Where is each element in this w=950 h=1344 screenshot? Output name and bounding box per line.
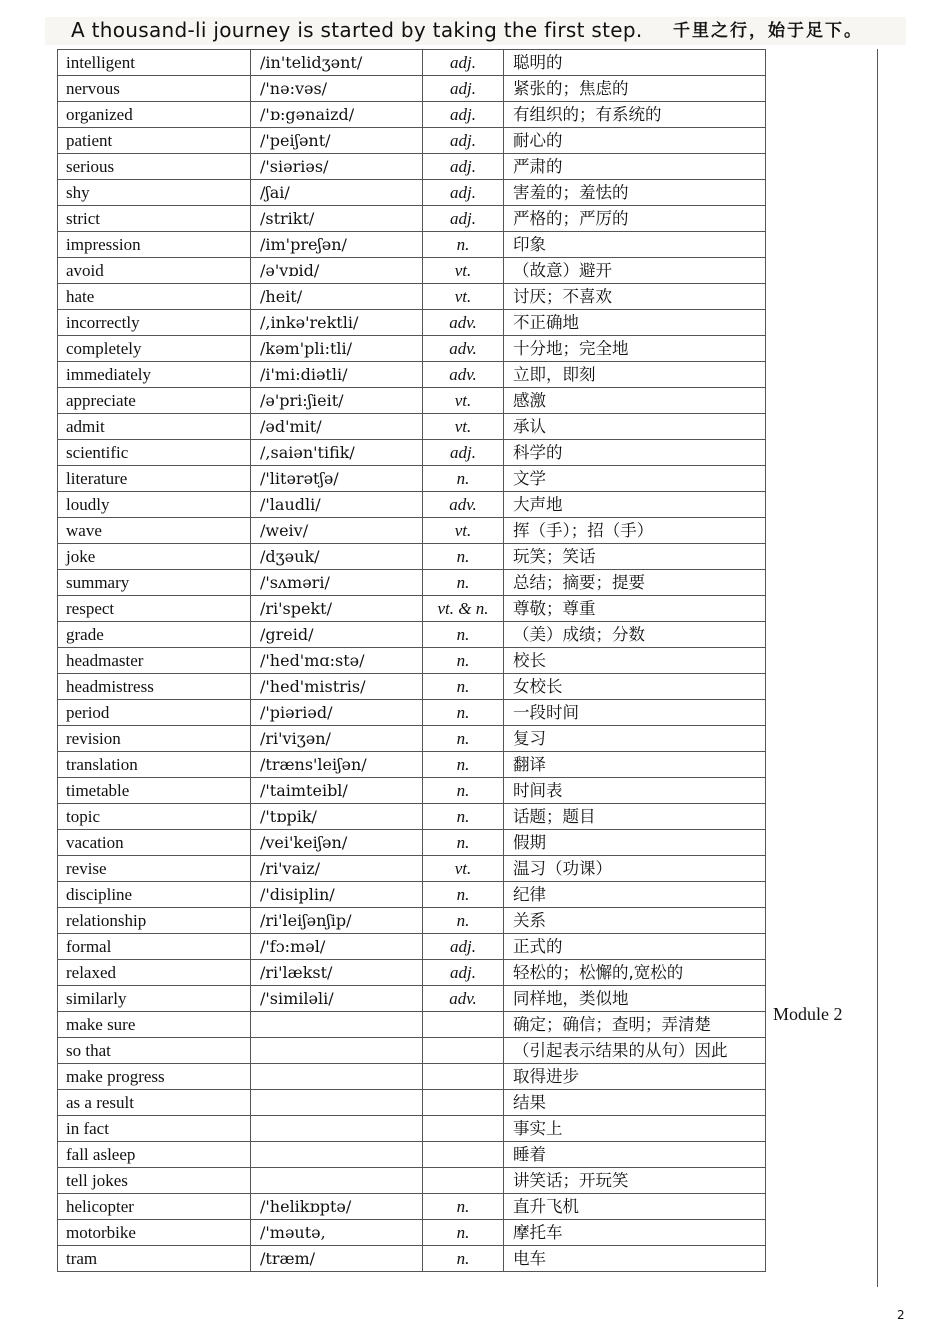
word-cell: shy — [58, 180, 251, 206]
meaning-cell: 感激 — [504, 388, 766, 414]
phonetic-cell: /ri'vaiz/ — [251, 856, 423, 882]
word-cell: vacation — [58, 830, 251, 856]
pos-cell: n. — [423, 778, 504, 804]
word-cell: revision — [58, 726, 251, 752]
pos-cell: n. — [423, 726, 504, 752]
pos-cell: adv. — [423, 986, 504, 1012]
word-cell: completely — [58, 336, 251, 362]
phonetic-cell: /ə'vɒid/ — [251, 258, 423, 284]
word-cell: topic — [58, 804, 251, 830]
word-cell: scientific — [58, 440, 251, 466]
meaning-cell: 十分地；完全地 — [504, 336, 766, 362]
phonetic-cell: /'nə:vəs/ — [251, 76, 423, 102]
word-cell: fall asleep — [58, 1142, 251, 1168]
word-cell: literature — [58, 466, 251, 492]
word-cell: strict — [58, 206, 251, 232]
table-row — [58, 76, 766, 102]
phonetic-cell: /i'mi:diətli/ — [251, 362, 423, 388]
pos-cell: adv. — [423, 492, 504, 518]
vocabulary-table-body — [58, 50, 766, 1272]
meaning-cell: 文学 — [504, 466, 766, 492]
phonetic-cell: /'məutə, — [251, 1220, 423, 1246]
pos-cell — [423, 1168, 504, 1194]
table-row — [58, 284, 766, 310]
table-row — [58, 50, 766, 76]
meaning-cell: （美）成绩；分数 — [504, 622, 766, 648]
word-cell: translation — [58, 752, 251, 778]
pos-cell: vt. — [423, 258, 504, 284]
pos-cell: adj. — [423, 154, 504, 180]
pos-cell: adj. — [423, 180, 504, 206]
pos-cell: n. — [423, 908, 504, 934]
pos-cell — [423, 1012, 504, 1038]
phonetic-cell: /ri'lækst/ — [251, 960, 423, 986]
meaning-cell: 印象 — [504, 232, 766, 258]
table-row — [58, 440, 766, 466]
phonetic-cell: /əd'mit/ — [251, 414, 423, 440]
word-cell: discipline — [58, 882, 251, 908]
meaning-cell: 复习 — [504, 726, 766, 752]
meaning-cell: 玩笑；笑话 — [504, 544, 766, 570]
meaning-cell: 正式的 — [504, 934, 766, 960]
word-cell: make sure — [58, 1012, 251, 1038]
phonetic-cell: /ri'spekt/ — [251, 596, 423, 622]
table-row — [58, 362, 766, 388]
pos-cell — [423, 1064, 504, 1090]
motto-chinese: 千里之行，始于足下。 — [673, 21, 863, 41]
pos-cell: n. — [423, 1220, 504, 1246]
pos-cell: n. — [423, 1194, 504, 1220]
motto-english: A thousand-li journey is started by taking the first step. — [71, 18, 643, 42]
phonetic-cell: /'peiʃənt/ — [251, 128, 423, 154]
phonetic-cell: /in'telidʒənt/ — [251, 50, 423, 76]
vocabulary-table — [57, 49, 766, 1272]
pos-cell: vt. — [423, 414, 504, 440]
page-number: 2 — [897, 1308, 905, 1322]
table-row — [58, 336, 766, 362]
pos-cell: n. — [423, 544, 504, 570]
pos-cell: n. — [423, 700, 504, 726]
pos-cell: n. — [423, 622, 504, 648]
word-cell: tram — [58, 1246, 251, 1272]
pos-cell: vt. & n. — [423, 596, 504, 622]
table-row — [58, 674, 766, 700]
table-row — [58, 622, 766, 648]
phonetic-cell: /dʒəuk/ — [251, 544, 423, 570]
phonetic-cell: /'tɒpik/ — [251, 804, 423, 830]
meaning-cell: 确定；确信；查明；弄清楚 — [504, 1012, 766, 1038]
table-row — [58, 934, 766, 960]
table-row — [58, 310, 766, 336]
table-row — [58, 414, 766, 440]
word-cell: immediately — [58, 362, 251, 388]
table-row — [58, 258, 766, 284]
meaning-cell: 翻译 — [504, 752, 766, 778]
pos-cell: vt. — [423, 284, 504, 310]
phonetic-cell: /vei'keiʃən/ — [251, 830, 423, 856]
word-cell: serious — [58, 154, 251, 180]
table-row — [58, 778, 766, 804]
table-row — [58, 804, 766, 830]
word-cell: relationship — [58, 908, 251, 934]
meaning-cell: 大声地 — [504, 492, 766, 518]
phonetic-cell: /im'preʃən/ — [251, 232, 423, 258]
phonetic-cell: /'piəriəd/ — [251, 700, 423, 726]
table-row — [58, 102, 766, 128]
table-row — [58, 752, 766, 778]
table-row — [58, 1090, 766, 1116]
phonetic-cell: /ə'pri:ʃieit/ — [251, 388, 423, 414]
pos-cell: adj. — [423, 960, 504, 986]
table-row — [58, 1246, 766, 1272]
meaning-cell: 讲笑话；开玩笑 — [504, 1168, 766, 1194]
word-cell: organized — [58, 102, 251, 128]
table-row — [58, 908, 766, 934]
phonetic-cell: /træm/ — [251, 1246, 423, 1272]
meaning-cell: 纪律 — [504, 882, 766, 908]
word-cell: summary — [58, 570, 251, 596]
table-row — [58, 1012, 766, 1038]
meaning-cell: 直升飞机 — [504, 1194, 766, 1220]
word-cell: wave — [58, 518, 251, 544]
word-cell: helicopter — [58, 1194, 251, 1220]
meaning-cell: 摩托车 — [504, 1220, 766, 1246]
word-cell: in fact — [58, 1116, 251, 1142]
phonetic-cell: /'litərətʃə/ — [251, 466, 423, 492]
phonetic-cell: /'hed'mistris/ — [251, 674, 423, 700]
meaning-cell: 校长 — [504, 648, 766, 674]
phonetic-cell: /weiv/ — [251, 518, 423, 544]
meaning-cell: 温习（功课） — [504, 856, 766, 882]
word-cell: headmaster — [58, 648, 251, 674]
word-cell: grade — [58, 622, 251, 648]
table-row — [58, 388, 766, 414]
pos-cell: vt. — [423, 856, 504, 882]
phonetic-cell: /'sʌməri/ — [251, 570, 423, 596]
phonetic-cell: /ri'leiʃənʃip/ — [251, 908, 423, 934]
table-row — [58, 960, 766, 986]
table-row — [58, 518, 766, 544]
pos-cell: vt. — [423, 388, 504, 414]
word-cell: relaxed — [58, 960, 251, 986]
meaning-cell: 电车 — [504, 1246, 766, 1272]
table-row — [58, 882, 766, 908]
pos-cell: n. — [423, 882, 504, 908]
meaning-cell: 一段时间 — [504, 700, 766, 726]
meaning-cell: 紧张的；焦虑的 — [504, 76, 766, 102]
meaning-cell: 尊敬；尊重 — [504, 596, 766, 622]
phonetic-cell — [251, 1168, 423, 1194]
meaning-cell: 时间表 — [504, 778, 766, 804]
meaning-cell: 严格的；严厉的 — [504, 206, 766, 232]
table-row — [58, 1064, 766, 1090]
meaning-cell: 女校长 — [504, 674, 766, 700]
meaning-cell: 严肃的 — [504, 154, 766, 180]
word-cell: revise — [58, 856, 251, 882]
pos-cell: n. — [423, 466, 504, 492]
pos-cell — [423, 1090, 504, 1116]
pos-cell: adv. — [423, 336, 504, 362]
word-cell: loudly — [58, 492, 251, 518]
pos-cell: adj. — [423, 128, 504, 154]
word-cell: avoid — [58, 258, 251, 284]
phonetic-cell: /'similəli/ — [251, 986, 423, 1012]
pos-cell: n. — [423, 648, 504, 674]
phonetic-cell: /'taimteibl/ — [251, 778, 423, 804]
word-cell: incorrectly — [58, 310, 251, 336]
phonetic-cell — [251, 1038, 423, 1064]
meaning-cell: 讨厌；不喜欢 — [504, 284, 766, 310]
phonetic-cell: /kəm'pli:tli/ — [251, 336, 423, 362]
meaning-cell: 同样地，类似地 — [504, 986, 766, 1012]
table-row — [58, 1194, 766, 1220]
pos-cell: n. — [423, 830, 504, 856]
phonetic-cell: /heit/ — [251, 284, 423, 310]
pos-cell: adj. — [423, 934, 504, 960]
meaning-cell: 科学的 — [504, 440, 766, 466]
word-cell: timetable — [58, 778, 251, 804]
meaning-cell: 事实上 — [504, 1116, 766, 1142]
table-row — [58, 856, 766, 882]
table-row — [58, 726, 766, 752]
phonetic-cell: /'siəriəs/ — [251, 154, 423, 180]
table-row — [58, 128, 766, 154]
pos-cell: adv. — [423, 362, 504, 388]
word-cell: so that — [58, 1038, 251, 1064]
pos-cell: vt. — [423, 518, 504, 544]
word-cell: joke — [58, 544, 251, 570]
meaning-cell: （引起表示结果的从句）因此 — [504, 1038, 766, 1064]
phonetic-cell: /strikt/ — [251, 206, 423, 232]
word-cell: appreciate — [58, 388, 251, 414]
meaning-cell: 关系 — [504, 908, 766, 934]
word-cell: nervous — [58, 76, 251, 102]
word-cell: similarly — [58, 986, 251, 1012]
word-cell: make progress — [58, 1064, 251, 1090]
pos-cell — [423, 1038, 504, 1064]
table-row — [58, 1038, 766, 1064]
meaning-cell: 总结；摘要；提要 — [504, 570, 766, 596]
table-row — [58, 570, 766, 596]
phonetic-cell: /ʃai/ — [251, 180, 423, 206]
meaning-cell: 睡着 — [504, 1142, 766, 1168]
word-cell: respect — [58, 596, 251, 622]
phonetic-cell — [251, 1064, 423, 1090]
word-cell: headmistress — [58, 674, 251, 700]
pos-cell: adj. — [423, 50, 504, 76]
meaning-cell: 有组织的；有系统的 — [504, 102, 766, 128]
word-cell: intelligent — [58, 50, 251, 76]
pos-cell: n. — [423, 674, 504, 700]
table-row — [58, 1116, 766, 1142]
pos-cell: adj. — [423, 102, 504, 128]
table-row — [58, 544, 766, 570]
word-cell: period — [58, 700, 251, 726]
phonetic-cell: /'hed'mɑ:stə/ — [251, 648, 423, 674]
word-cell: formal — [58, 934, 251, 960]
table-row — [58, 1142, 766, 1168]
table-row — [58, 466, 766, 492]
table-row — [58, 596, 766, 622]
phonetic-cell — [251, 1142, 423, 1168]
meaning-cell: 取得进步 — [504, 1064, 766, 1090]
pos-cell: n. — [423, 1246, 504, 1272]
meaning-cell: 立即，即刻 — [504, 362, 766, 388]
pos-cell — [423, 1116, 504, 1142]
module-column-border — [877, 49, 878, 1287]
meaning-cell: 不正确地 — [504, 310, 766, 336]
word-cell: impression — [58, 232, 251, 258]
pos-cell: n. — [423, 752, 504, 778]
meaning-cell: 耐心的 — [504, 128, 766, 154]
module-label: Module 2 — [773, 1004, 843, 1024]
meaning-cell: （故意）避开 — [504, 258, 766, 284]
table-row — [58, 492, 766, 518]
meaning-cell: 轻松的；松懈的,宽松的 — [504, 960, 766, 986]
phonetic-cell — [251, 1090, 423, 1116]
meaning-cell: 话题；题目 — [504, 804, 766, 830]
phonetic-cell: /'ɒ:gənaizd/ — [251, 102, 423, 128]
word-cell: tell jokes — [58, 1168, 251, 1194]
meaning-cell: 结果 — [504, 1090, 766, 1116]
meaning-cell: 挥（手）；招（手） — [504, 518, 766, 544]
phonetic-cell: /'fɔ:məl/ — [251, 934, 423, 960]
meaning-cell: 承认 — [504, 414, 766, 440]
phonetic-cell — [251, 1012, 423, 1038]
word-cell: admit — [58, 414, 251, 440]
word-cell: motorbike — [58, 1220, 251, 1246]
phonetic-cell: /greid/ — [251, 622, 423, 648]
phonetic-cell: /'laudli/ — [251, 492, 423, 518]
phonetic-cell: /,inkə'rektli/ — [251, 310, 423, 336]
word-cell: hate — [58, 284, 251, 310]
phonetic-cell: /,saiən'tifik/ — [251, 440, 423, 466]
meaning-cell: 害羞的；羞怯的 — [504, 180, 766, 206]
pos-cell: adj. — [423, 206, 504, 232]
table-row — [58, 206, 766, 232]
pos-cell: n. — [423, 232, 504, 258]
table-row — [58, 1220, 766, 1246]
table-row — [58, 1168, 766, 1194]
pos-cell: adv. — [423, 310, 504, 336]
phonetic-cell: /træns'leiʃən/ — [251, 752, 423, 778]
word-cell: patient — [58, 128, 251, 154]
pos-cell: n. — [423, 804, 504, 830]
table-row — [58, 180, 766, 206]
table-row — [58, 700, 766, 726]
phonetic-cell: /'helikɒptə/ — [251, 1194, 423, 1220]
meaning-cell: 假期 — [504, 830, 766, 856]
table-row — [58, 830, 766, 856]
phonetic-cell: /ri'viʒən/ — [251, 726, 423, 752]
pos-cell: adj. — [423, 440, 504, 466]
table-row — [58, 648, 766, 674]
table-row — [58, 154, 766, 180]
table-row — [58, 986, 766, 1012]
phonetic-cell: /'disiplin/ — [251, 882, 423, 908]
pos-cell — [423, 1142, 504, 1168]
table-row — [58, 232, 766, 258]
meaning-cell: 聪明的 — [504, 50, 766, 76]
word-cell: as a result — [58, 1090, 251, 1116]
phonetic-cell — [251, 1116, 423, 1142]
pos-cell: adj. — [423, 76, 504, 102]
pos-cell: n. — [423, 570, 504, 596]
